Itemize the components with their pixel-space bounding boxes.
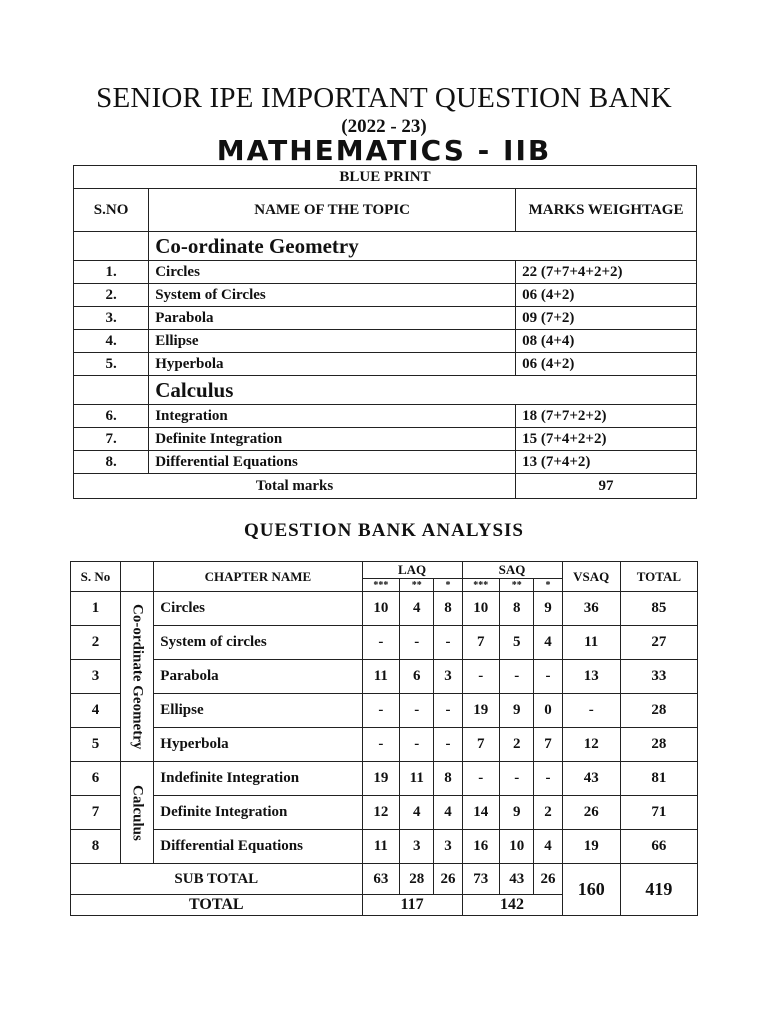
- table-row: 4 Ellipse - - - 19 9 0 - 28: [71, 694, 698, 728]
- analysis-header-chapter: CHAPTER NAME: [154, 562, 362, 592]
- blueprint-row: 8. Differential Equations 13 (7+4+2): [74, 451, 697, 474]
- blueprint-title: BLUE PRINT: [74, 166, 697, 189]
- blueprint-row: 1. Circles 22 (7+7+4+2+2): [74, 261, 697, 284]
- table-row: 8 Differential Equations 11 3 3 16 10 4 19 66: [71, 830, 698, 864]
- blueprint-row: 2. System of Circles 06 (4+2): [74, 284, 697, 307]
- analysis-header-total: TOTAL: [620, 562, 697, 592]
- total-laq: 117: [362, 895, 462, 916]
- blueprint-total-label: Total marks: [74, 474, 516, 499]
- subtotal-row: SUB TOTAL 63 28 26 73 43 26 160 419: [71, 864, 698, 895]
- blueprint-header-sno: S.NO: [74, 189, 149, 232]
- blueprint-table: [73, 165, 697, 499]
- blueprint-header-marks: MARKS WEIGHTAGE: [516, 189, 697, 232]
- subtotal-label: SUB TOTAL: [71, 864, 363, 895]
- document-title: SENIOR IPE IMPORTANT QUESTION BANK: [96, 82, 672, 114]
- table-row: 1 Co-ordinate Geometry Circles 10 4 8 10 8 9 36 85: [71, 592, 698, 626]
- table-row: 6 Calculus Indefinite Integration 19 11 8 - - - 43 81: [71, 762, 698, 796]
- academic-year: (2022 - 23): [341, 116, 427, 137]
- blueprint-section-title: Co-ordinate Geometry: [149, 232, 697, 261]
- analysis-header-sno: S. No: [71, 562, 121, 592]
- group-label-coordinate-geometry: Co-ordinate Geometry: [120, 592, 153, 762]
- blueprint-row: 3. Parabola 09 (7+2): [74, 307, 697, 330]
- analysis-header-saq: SAQ: [462, 562, 562, 579]
- total-label: TOTAL: [71, 895, 363, 916]
- blueprint-header-topic: NAME OF THE TOPIC: [149, 189, 516, 232]
- subtotal-vsaq: 160: [562, 864, 620, 916]
- table-row: 7 Definite Integration 12 4 4 14 9 2 26 71: [71, 796, 698, 830]
- blueprint-row: 6. Integration 18 (7+7+2+2): [74, 405, 697, 428]
- analysis-header-laq: LAQ: [362, 562, 462, 579]
- subject-title: MATHEMATICS - IIB: [216, 134, 552, 167]
- analysis-title: QUESTION BANK ANALYSIS: [244, 520, 524, 541]
- blueprint-row: 5. Hyperbola 06 (4+2): [74, 353, 697, 376]
- analysis-header-vsaq: VSAQ: [562, 562, 620, 592]
- table-row: 2 System of circles - - - 7 5 4 11 27: [71, 626, 698, 660]
- group-label-calculus: Calculus: [120, 762, 153, 864]
- blueprint-total-value: 97: [516, 474, 697, 499]
- table-row: 3 Parabola 11 6 3 - - - 13 33: [71, 660, 698, 694]
- blueprint-section-title: Calculus: [149, 376, 697, 405]
- total-saq: 142: [462, 895, 562, 916]
- blueprint-total-row: [74, 474, 697, 499]
- blueprint-row: 7. Definite Integration 15 (7+4+2+2): [74, 428, 697, 451]
- table-row: 5 Hyperbola - - - 7 2 7 12 28: [71, 728, 698, 762]
- grand-total: 419: [620, 864, 697, 916]
- analysis-table: S. No CHAPTER NAME LAQ SAQ VSAQ TOTAL *** ** * *** ** * 1 Co-ordinate Geometry Circles 10 4 8 10 8 9 36 85 2 System of circles - - - 7 5 4 11 27 3 Parabola 11 6 3 - - - 13 33 4 Ellipse - - - 19 9 0 - 28 5 Hyperbola - - - 7 2 7 12 28 6 Calculus Indefinite Integration 19 11 8 - - - 43 81 7 Definite Integration 12 4 4 14 9 2 26 71 8 Differential Equations 11 3 3 16 10 4 19 66 SUB TOTAL 63 28 26 73 43 26 160 419 TOTAL 117 142: [70, 561, 698, 916]
- blueprint-row: 4. Ellipse 08 (4+4): [74, 330, 697, 353]
